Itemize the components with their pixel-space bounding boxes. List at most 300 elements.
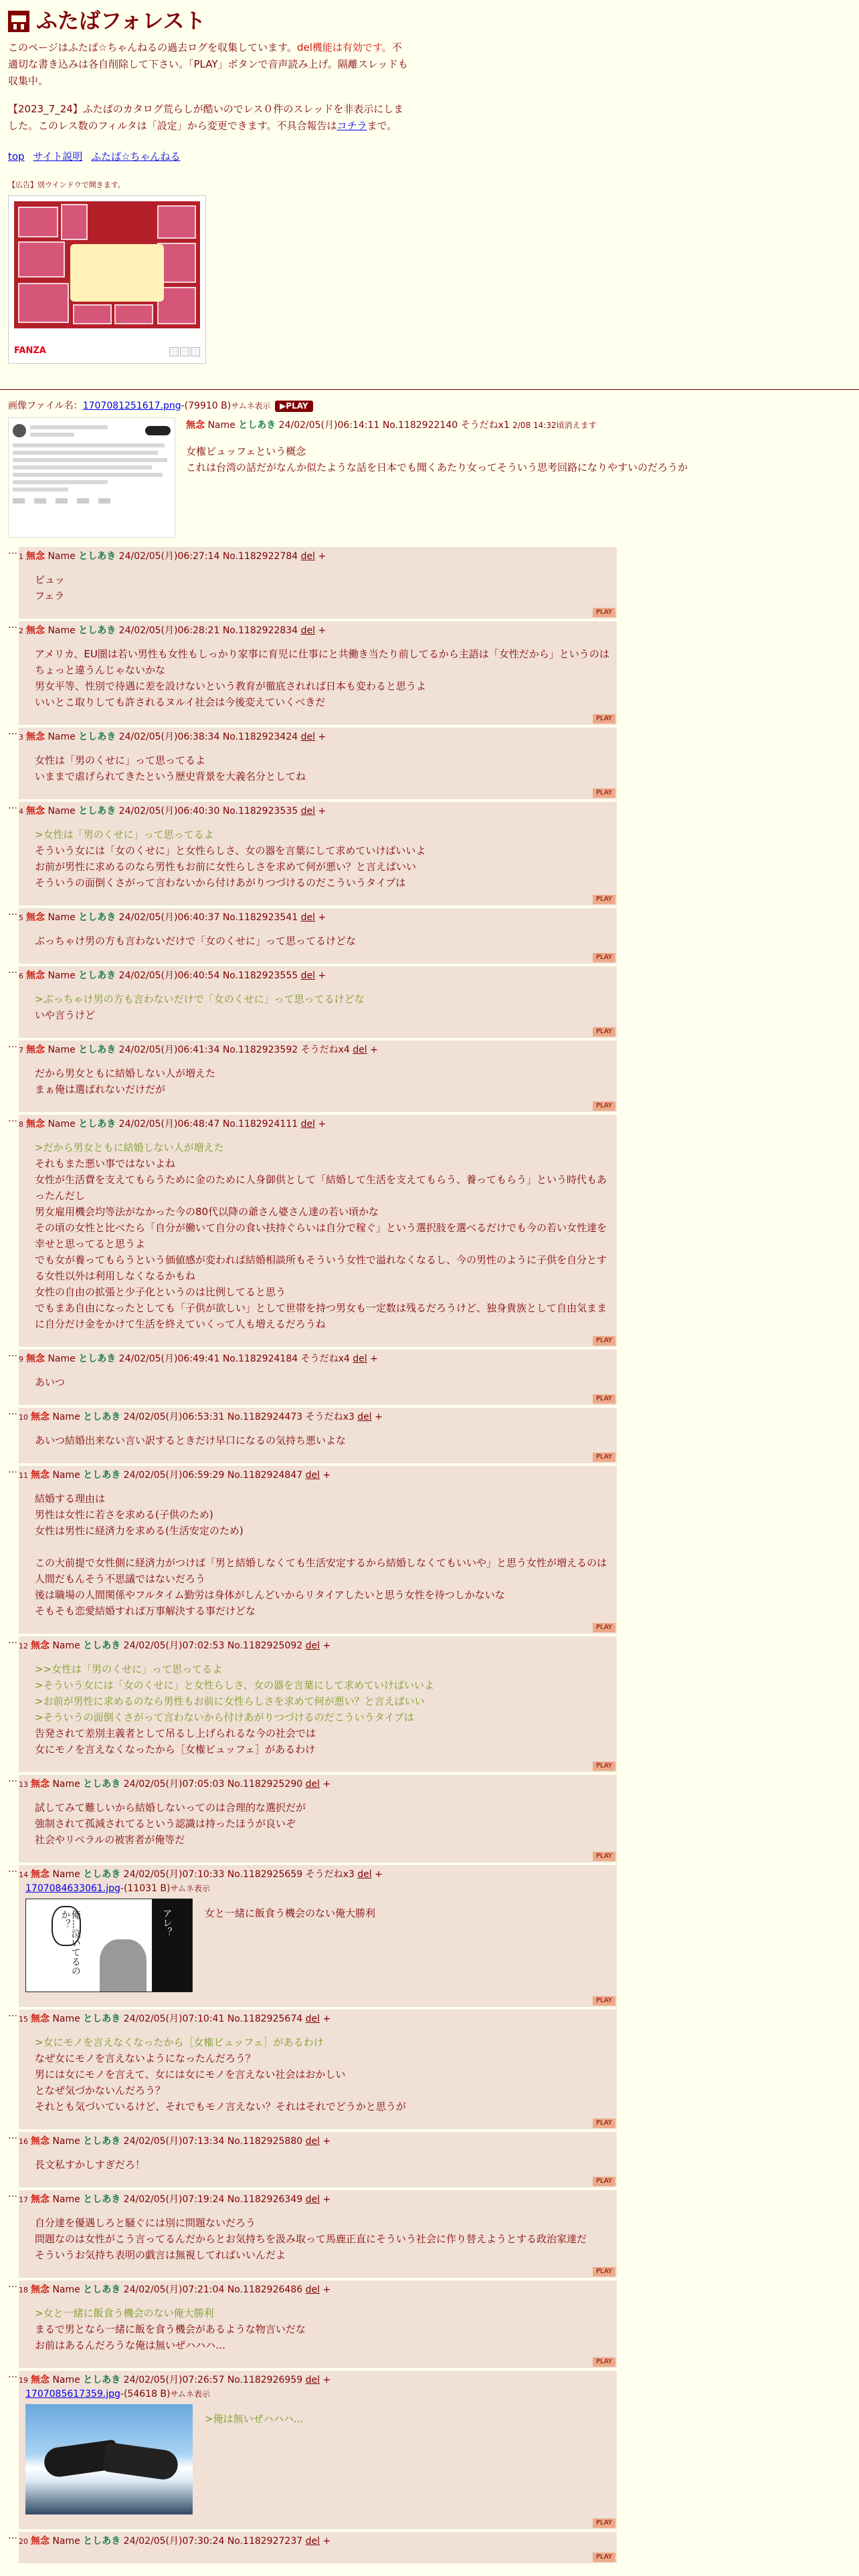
op-thumb-note[interactable]: サムネ表示 (231, 401, 271, 411)
reply-name: としあき (83, 1778, 121, 1790)
reply-play-button[interactable]: PLAY (593, 2267, 615, 2276)
reply-text (35, 2157, 611, 2173)
reply-post (19, 802, 617, 905)
reply-number: 8 (19, 1119, 23, 1129)
reply-file-link[interactable]: 1707085617359.jpg (25, 2388, 120, 2399)
reply-plus-link[interactable]: + (318, 970, 326, 981)
reply-post-number[interactable]: No.1182927237 (227, 2535, 303, 2547)
reply-del-link[interactable]: del (305, 2135, 320, 2147)
reply-menu-icon[interactable]: … (8, 2130, 17, 2141)
reply-plus-link[interactable]: + (322, 1469, 331, 1481)
reply-menu-icon[interactable]: … (8, 964, 17, 976)
reply-play-button[interactable]: PLAY (593, 1761, 615, 1771)
reply-menu-icon[interactable]: … (8, 1634, 17, 1646)
reply-meta (19, 1410, 611, 1424)
op-number[interactable]: No.1182922140 (382, 419, 458, 431)
reply-line: そういうの面倒くさがって言わないから付けあがりつづけるのだこういうタイプは (35, 876, 406, 889)
reply-number: 19 (19, 2375, 28, 2385)
op-datetime: 24/02/05(月)06:14:11 (278, 419, 380, 431)
reply-del-link[interactable]: del (300, 731, 315, 742)
reply-line: >そういう女には「女のくせに」と女性らしさ、女の器を言葉にして求めていけばいいよ (35, 1679, 434, 1691)
reply-number: 14 (19, 1870, 28, 1879)
reply-line: >そういうの面倒くさがって言わないから付けあがりつづけるのだこういうタイプは (35, 1711, 414, 1723)
reply-plus-link[interactable]: + (322, 2193, 331, 2205)
reply-plus-link[interactable]: + (375, 1868, 383, 1880)
reply-play-button[interactable]: PLAY (593, 714, 615, 724)
reply-number: 18 (19, 2285, 28, 2294)
reply-line: そもそも恋愛結婚すれば万事解決する事だけどな (35, 1604, 256, 1617)
reply-post-number[interactable]: No.1182925674 (227, 2013, 303, 2024)
ad-brand: FANZA (14, 346, 46, 356)
reply-del-link[interactable]: del (305, 2374, 320, 2385)
reply-post-number[interactable]: No.1182925290 (227, 1778, 303, 1790)
reply-menu-icon[interactable]: … (8, 2278, 17, 2290)
reply-plus-link[interactable]: + (375, 1411, 383, 1422)
reply-meta (19, 2135, 611, 2149)
reply-del-link[interactable]: del (305, 1469, 320, 1481)
reply-name-label: Name (52, 1868, 80, 1880)
site-notice (8, 101, 409, 134)
reply-post-number[interactable]: No.1182924184 (222, 1353, 298, 1364)
reply-name-label: Name (47, 970, 76, 981)
reply-line: >だから男女ともに結婚しない人が増えた (35, 1141, 224, 1154)
reply-plus-link[interactable]: + (322, 2374, 331, 2385)
reply-meta (19, 2283, 611, 2297)
reply-post (19, 1636, 617, 1772)
reply-thumbnail[interactable] (25, 2404, 193, 2514)
reply-thumb-note[interactable]: サムネ表示 (170, 1883, 210, 1893)
reply-text (35, 646, 611, 710)
reply-del-link[interactable]: del (353, 1044, 367, 1055)
reply-plus-link[interactable]: + (370, 1353, 378, 1364)
reply-post-number[interactable]: No.1182923424 (222, 731, 298, 742)
reply-post-number[interactable]: No.1182923555 (222, 970, 298, 981)
reply-line: >ぶっちゃけ男の方も言わないだけで「女のくせに」って思ってるけどな (35, 992, 365, 1005)
reply-row (8, 908, 617, 964)
reply-row (8, 547, 617, 619)
op-text (186, 443, 851, 475)
reply-line: 社会やリベラルの被害者が俺等だ (35, 1833, 185, 1846)
reply-line: フェラ (35, 589, 65, 602)
reply-number: 3 (19, 732, 23, 742)
reply-play-button[interactable]: PLAY (593, 2119, 615, 2128)
reply-menu-icon[interactable]: … (8, 545, 17, 556)
reply-datetime: 24/02/05(月)07:10:41 (123, 2013, 225, 2024)
reply-line: だから男女ともに結婚しない人が増えた (35, 1067, 216, 1079)
reply-datetime: 24/02/05(月)07:02:53 (123, 1640, 225, 1651)
reply-del-link[interactable]: del (357, 1868, 372, 1880)
reply-post (19, 2532, 617, 2563)
avatar (13, 424, 26, 437)
notice-tail: まで。 (367, 120, 397, 132)
reply-datetime: 24/02/05(月)07:21:04 (123, 2284, 225, 2295)
reply-del-link[interactable]: del (305, 2193, 320, 2205)
reply-text (35, 991, 611, 1023)
reply-del-link[interactable]: del (300, 805, 315, 817)
reply-line: お前が男性に求めるのなら男性もお前に女性らしさを求めて何が悪い？と言えばいい (35, 860, 417, 873)
reply-post-number[interactable]: No.1182923541 (222, 911, 298, 923)
reply-meta (19, 2193, 611, 2207)
reply-del-link[interactable]: del (300, 1118, 315, 1130)
reply-row (8, 2532, 617, 2563)
reply-del-link[interactable]: del (357, 1411, 372, 1422)
reply-line: ビュッ (35, 573, 66, 586)
op-line: これは台湾の話だがなんか似たような話を日本でも聞くあたり女ってそういう思考回路になりやすいのだろうか (186, 461, 688, 473)
reply-post-number[interactable]: No.1182924111 (222, 1118, 298, 1130)
reply-meta (19, 1043, 611, 1057)
reply-play-button[interactable]: PLAY (593, 1453, 615, 1462)
reply-menu-icon[interactable]: … (8, 2530, 17, 2541)
reply-play-button[interactable]: PLAY (593, 2177, 615, 2186)
reply-play-button[interactable]: PLAY (593, 895, 615, 904)
reply-plus-link[interactable]: + (318, 731, 326, 742)
reply-line: そういう女には「女のくせに」と女性らしさ、女の器を言葉にして求めていけばいいよ (35, 844, 426, 857)
reply-name: としあき (83, 2135, 121, 2147)
nav-futaba[interactable]: ふたば☆ちゃんねる (91, 150, 181, 163)
reply-plus-link[interactable]: + (322, 2284, 331, 2295)
reply-name-label: Name (47, 911, 76, 923)
ad-banner[interactable] (8, 195, 206, 364)
reply-post (19, 2010, 617, 2129)
reply-post-number[interactable]: No.1182925880 (227, 2135, 303, 2147)
reply-del-link[interactable]: del (353, 1353, 367, 1364)
reply-number: 6 (19, 971, 23, 980)
reply-row (8, 2371, 617, 2529)
reply-post-number[interactable]: No.1182924473 (227, 1411, 303, 1422)
reply-plus-link[interactable]: + (322, 2135, 331, 2147)
reply-meta (19, 804, 611, 819)
reply-name-label: Name (52, 2013, 80, 2024)
reply-text (35, 2034, 611, 2115)
reply-play-button[interactable]: PLAY (593, 1336, 615, 1346)
manga-text-right: アレ？ (161, 1908, 173, 1937)
reply-name-label: Name (52, 2284, 80, 2295)
reply-thumbnail[interactable] (25, 1899, 193, 1992)
op-line: 女権ビュッフェという概念 (186, 445, 306, 457)
reply-meta (19, 1117, 611, 1132)
op-file-size: -(79910 B) (181, 400, 231, 411)
reply-subject: 無念 (31, 2284, 50, 2295)
site-intro (8, 39, 409, 89)
reply-line: となぜ気づかないんだろう？ (35, 2084, 166, 2097)
reply-meta (19, 969, 611, 983)
reply-menu-icon[interactable]: … (8, 1039, 17, 1050)
reply-number: 2 (19, 626, 23, 635)
reply-plus-link[interactable]: + (322, 1778, 331, 1790)
reply-subject: 無念 (31, 2535, 50, 2547)
reply-subject: 無念 (26, 1044, 45, 1055)
reply-post (19, 547, 617, 619)
reply-name-label: Name (47, 550, 76, 562)
reply-post (19, 1775, 617, 1862)
reply-line: いや言うけど (35, 1008, 96, 1021)
reply-line: >女性は「男のくせに」って思ってるよ (35, 828, 214, 841)
notice-link[interactable]: コチラ (337, 120, 367, 132)
reply-line: そういうお気持ち表明の戯言は無視してればいいんだよ (35, 2248, 286, 2261)
reply-subject: 無念 (26, 911, 45, 923)
reply-name: としあき (78, 1353, 116, 1364)
reply-del-link[interactable]: del (305, 2535, 320, 2547)
reply-name: としあき (78, 1044, 116, 1055)
reply-file-link[interactable]: 1707084633061.jpg (25, 1883, 120, 1894)
reply-del-link[interactable]: del (300, 970, 315, 981)
reply-post-number[interactable]: No.1182923592 (222, 1044, 298, 1055)
reply-menu-icon[interactable]: … (8, 1348, 17, 1359)
reply-post (19, 1115, 617, 1347)
intro-text: このページはふたば☆ちゃんねるの過去ログを収集しています。 (8, 41, 297, 54)
reply-menu-icon[interactable]: … (8, 2369, 17, 2380)
reply-text (35, 827, 611, 891)
reply-play-button[interactable]: PLAY (593, 1101, 615, 1111)
reply-name-label: Name (52, 1640, 80, 1651)
reply-post-number[interactable]: No.1182923535 (222, 805, 298, 817)
reply-play-button[interactable]: PLAY (593, 1623, 615, 1632)
reply-name: としあき (78, 1118, 116, 1130)
reply-meta (19, 1868, 611, 1882)
op-thumbnail[interactable] (8, 417, 175, 538)
reply-line: お前はあるんだろうな俺は無いぜハハハ… (35, 2339, 226, 2351)
reply-menu-icon[interactable]: … (8, 800, 17, 811)
reply-soda-count[interactable]: そうだねx4 (300, 1044, 350, 1055)
reply-row (8, 1466, 617, 1634)
op-file-label: 画像ファイル名： (8, 400, 83, 411)
reply-menu-icon[interactable]: … (8, 2008, 17, 2019)
reply-name: としあき (83, 2284, 121, 2295)
reply-line: 女性は男性に経済力を求める(生活安定のため) (35, 1524, 244, 1537)
reply-datetime: 24/02/05(月)07:05:03 (123, 1778, 225, 1790)
op-file-link[interactable]: 1707081251617.png (82, 400, 181, 411)
reply-row (8, 1636, 617, 1772)
reply-post-number[interactable]: No.1182925092 (227, 1640, 303, 1651)
reply-row (8, 621, 617, 725)
reply-name: としあき (83, 1411, 121, 1422)
reply-line: 長文私すかしすぎだろ！ (35, 2158, 146, 2171)
reply-name: としあき (83, 1640, 121, 1651)
reply-subject: 無念 (31, 1640, 50, 1651)
reply-play-button[interactable]: PLAY (593, 1394, 615, 1404)
site-title: ふたばフォレスト (36, 8, 206, 33)
reply-row (8, 1115, 617, 1347)
reply-line: 女性は「男のくせに」って思ってるよ (35, 754, 206, 766)
reply-post (19, 2280, 617, 2368)
reply-post-number[interactable]: No.1182926959 (227, 2374, 303, 2385)
reply-post (19, 728, 617, 799)
reply-number: 9 (19, 1354, 23, 1364)
reply-number: 17 (19, 2195, 28, 2204)
nav-about[interactable]: サイト説明 (33, 150, 83, 163)
reply-name: としあき (78, 550, 116, 562)
reply-del-link[interactable]: del (305, 1778, 320, 1790)
reply-play-button[interactable]: PLAY (593, 788, 615, 798)
reply-meta (19, 2012, 611, 2026)
ad-image[interactable] (14, 201, 200, 328)
reply-menu-icon[interactable]: … (8, 1464, 17, 1475)
reply-plus-link[interactable]: + (322, 2013, 331, 2024)
reply-del-link[interactable]: del (300, 911, 315, 923)
reply-subject: 無念 (31, 2193, 50, 2205)
reply-name: としあき (83, 2535, 121, 2547)
reply-row (8, 728, 617, 799)
reply-line: あいつ (35, 1376, 66, 1388)
reply-line (35, 1539, 611, 1555)
reply-play-button[interactable]: PLAY (593, 953, 615, 962)
reply-line: それもまた悪い事ではないよね (35, 1157, 176, 1170)
reply-post-number[interactable]: No.1182926486 (227, 2284, 303, 2295)
reply-row (8, 1865, 617, 2007)
reply-row (8, 2132, 617, 2187)
op-body (186, 417, 851, 538)
reply-text (35, 1374, 611, 1390)
reply-post-number[interactable]: No.1182926349 (227, 2193, 303, 2205)
reply-datetime: 24/02/05(月)06:48:47 (118, 1118, 220, 1130)
op-play-label: PLAY (286, 401, 308, 411)
reply-del-link[interactable]: del (300, 625, 315, 636)
reply-number: 7 (19, 1045, 23, 1055)
reply-text (205, 1905, 375, 1992)
reply-text (35, 933, 611, 949)
reply-datetime: 24/02/05(月)06:40:54 (118, 970, 220, 981)
reply-post-number[interactable]: No.1182922784 (222, 550, 298, 562)
reply-plus-link[interactable]: + (318, 1118, 326, 1130)
reply-line: 男女雇用機会均等法がなかった今の80代以降の爺さん婆さん達の若い頃かな (35, 1205, 379, 1218)
reply-menu-icon[interactable]: … (8, 1773, 17, 1784)
reply-menu-icon[interactable]: … (8, 1863, 17, 1874)
reply-plus-link[interactable]: + (318, 805, 326, 817)
reply-post-number[interactable]: No.1182922834 (222, 625, 298, 636)
reply-menu-icon[interactable]: … (8, 726, 17, 737)
reply-line: >>女性は「男のくせに」って思ってるよ (35, 1662, 223, 1675)
reply-soda-count[interactable]: そうだねx4 (300, 1353, 350, 1364)
reply-line: まぁ俺は選ばれないだけだが (35, 1083, 166, 1095)
reply-text (205, 2411, 304, 2514)
reply-plus-link[interactable]: + (318, 911, 326, 923)
reply-post (19, 1350, 617, 1405)
reply-name: としあき (83, 1469, 121, 1481)
reply-plus-link[interactable]: + (318, 550, 326, 562)
reply-subject: 無念 (26, 550, 45, 562)
reply-play-button[interactable]: PLAY (593, 1852, 615, 1861)
reply-row (8, 1041, 617, 1112)
reply-file-size: -(54618 B) (120, 2388, 171, 2399)
reply-datetime: 24/02/05(月)07:19:24 (123, 2193, 225, 2205)
reply-datetime: 24/02/05(月)07:13:34 (123, 2135, 225, 2147)
reply-plus-link[interactable]: + (322, 1640, 331, 1651)
reply-number: 4 (19, 807, 23, 816)
reply-name: としあき (78, 805, 116, 817)
reply-name-label: Name (47, 1118, 76, 1130)
reply-subject: 無念 (26, 625, 45, 636)
op-name: としあき (238, 419, 276, 431)
reply-text (35, 1140, 611, 1332)
reply-post (19, 621, 617, 725)
reply-line: >女と一緒に飯食う機会のない俺大勝利 (35, 2306, 214, 2319)
reply-file-line (25, 2387, 611, 2401)
reply-meta (19, 1639, 611, 1653)
reply-line: 女にモノを言えなくなったから［女権ビュッフェ］があるわけ (35, 1743, 316, 1755)
reply-post (19, 908, 617, 964)
reply-line: 男女平等、性別で待遇に差を設けないという教育が徹底されれば日本も変わると思うよ (35, 679, 427, 692)
nav-links (8, 149, 851, 165)
reply-datetime: 24/02/05(月)06:28:21 (118, 625, 220, 636)
reply-play-button[interactable]: PLAY (593, 2553, 615, 2562)
reply-thumb-note[interactable]: サムネ表示 (170, 2389, 210, 2399)
reply-play-button[interactable]: PLAY (593, 608, 615, 617)
reply-name-label: Name (47, 805, 76, 817)
reply-menu-icon[interactable]: … (8, 619, 17, 631)
reply-name-label: Name (52, 2374, 80, 2385)
reply-play-button[interactable]: PLAY (593, 1996, 615, 2006)
reply-play-button[interactable]: PLAY (593, 2357, 615, 2367)
ad-label: 【広告】別ウインドウで開きます。 (8, 181, 125, 190)
reply-name-label: Name (52, 1778, 80, 1790)
reply-post (19, 1408, 617, 1463)
reply-subject: 無念 (26, 731, 45, 742)
reply-text (35, 1432, 611, 1448)
op-meta (186, 419, 851, 433)
reply-name: としあき (78, 911, 116, 923)
reply-subject: 無念 (31, 2135, 50, 2147)
reply-menu-icon[interactable]: … (8, 1113, 17, 1124)
reply-file-line (25, 1882, 611, 1896)
reply-line: 女と一緒に飯食う機会のない俺大勝利 (205, 1907, 376, 1919)
reply-text (35, 752, 611, 784)
reply-del-link[interactable]: del (305, 1640, 320, 1651)
nav-top[interactable]: top (8, 150, 25, 163)
reply-line: でもまあ自由になったとしても「子供が欲しい」として世帯を持つ男女も一定数は残るだろうけど、独身貴族として自由気ままに自分だけ金をかけて生活を終えていくって人も増えるだろうね (35, 1301, 607, 1330)
reply-text (35, 1800, 611, 1848)
reply-line: あいつ結婚出来ない言い訳するときだけ早口になるの気持ち悪いよな (35, 1434, 347, 1446)
reply-menu-icon[interactable]: … (8, 2188, 17, 2199)
reply-play-button[interactable]: PLAY (593, 1027, 615, 1037)
op-soda-count[interactable]: そうだねx1 (460, 419, 510, 431)
reply-line: 自分達を優遇しろと騒ぐには別に問題ないだろう (35, 2216, 256, 2229)
reply-menu-icon[interactable]: … (8, 1406, 17, 1417)
reply-subject: 無念 (31, 1868, 50, 1880)
reply-post-number[interactable]: No.1182924847 (227, 1469, 303, 1481)
reply-row (8, 966, 617, 1038)
reply-menu-icon[interactable]: … (8, 906, 17, 918)
reply-plus-link[interactable]: + (322, 2535, 331, 2547)
reply-meta (19, 624, 611, 638)
op-play-button[interactable]: ▶PLAY (275, 401, 313, 412)
reply-del-link[interactable]: del (300, 550, 315, 562)
reply-play-button[interactable]: PLAY (593, 2518, 615, 2528)
reply-line: 女性が生活費を支えてもらうために金のために人身御供として「結婚して生活を支えてもらう、養ってもらう」という時代もあったんだし (35, 1173, 607, 1202)
reply-soda-count[interactable]: そうだねx3 (305, 1411, 355, 1422)
reply-plus-link[interactable]: + (318, 625, 326, 636)
reply-meta (19, 1352, 611, 1366)
reply-soda-count[interactable]: そうだねx3 (305, 1868, 355, 1880)
reply-plus-link[interactable]: + (370, 1044, 378, 1055)
reply-datetime: 24/02/05(月)06:38:34 (118, 731, 220, 742)
reply-line: それとも気づいているけど、それでもモノ言えない？それはそれでどうかと思うが (35, 2100, 406, 2113)
reply-name: としあき (78, 731, 116, 742)
reply-line: 結婚する理由は (35, 1492, 106, 1505)
reply-meta (19, 730, 611, 744)
reply-post-number[interactable]: No.1182925659 (227, 1868, 303, 1880)
reply-del-link[interactable]: del (305, 2013, 320, 2024)
reply-text (35, 1661, 611, 1757)
reply-datetime: 24/02/05(月)06:59:29 (123, 1469, 225, 1481)
reply-line: アメリカ、EU圏は若い男性も女性もしっかり家事に育児に仕事にと共働き当たり前してるから主語は「女性だから」というのはちょっと違うんじゃないかな (35, 647, 609, 676)
reply-del-link[interactable]: del (305, 2284, 320, 2295)
ad-pager[interactable] (169, 347, 200, 356)
reply-line: >お前が男性に求めるのなら男性もお前に女性らしさを求めて何が悪い？と言えばいい (35, 1695, 425, 1707)
reply-line: 試してみて難しいから結婚しないってのは合理的な選択だが (35, 1801, 306, 1814)
reply-list (8, 547, 617, 2563)
reply-number: 16 (19, 2137, 28, 2146)
reply-meta (19, 1778, 611, 1792)
